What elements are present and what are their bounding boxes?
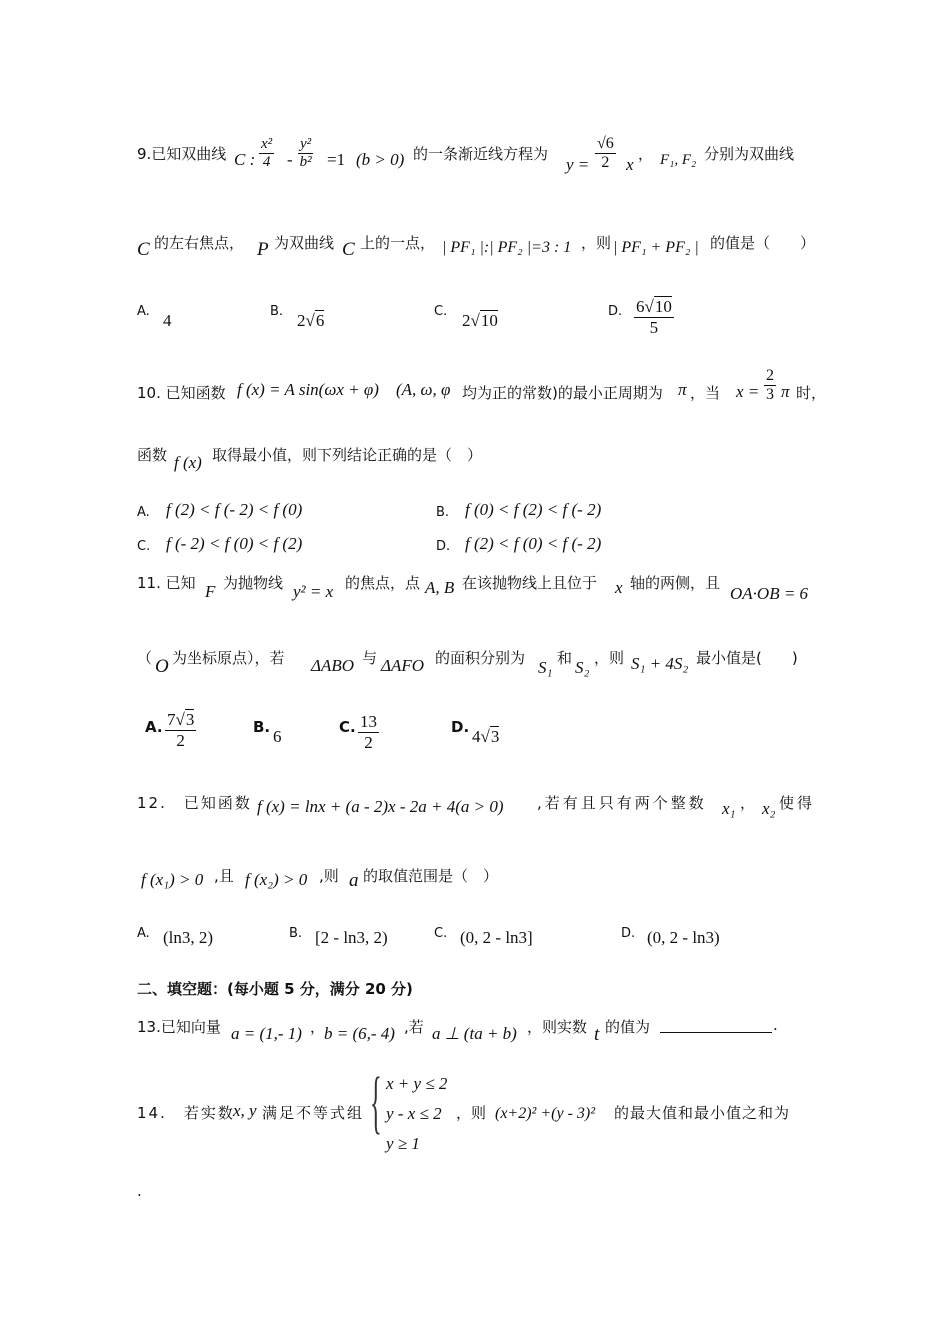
q11-parabola: y² = x xyxy=(293,582,334,601)
q13-end: . xyxy=(773,1016,778,1034)
q12-line2-f1: f (x₁) > 0 xyxy=(141,870,204,889)
q9-line2-text5: 的值是（ ） xyxy=(710,234,816,252)
q9-line2-p: P xyxy=(257,239,269,260)
q11-option-a-label: A. xyxy=(145,718,163,736)
q9-text-asymptote: 的一条渐近线方程为 xyxy=(413,145,549,163)
q9-option-b: 2√6 xyxy=(297,311,325,330)
q9-foci: F₁, F₂ xyxy=(660,152,697,168)
q11-text3: 在该抛物线上且位于 xyxy=(462,574,598,592)
q10-line2-text2: 取得最小值，则下列结论正确的是（ ） xyxy=(212,446,483,464)
q9-condition: (b > 0) xyxy=(356,150,405,169)
q10-line2-text1: 函数 xyxy=(137,446,168,464)
q11-line2-origin: O xyxy=(155,656,169,677)
q9-text-end: 分别为双曲线 xyxy=(704,145,795,163)
q11-area-s2: S₂ xyxy=(575,658,590,677)
q11-line2-text0: （ xyxy=(137,649,153,667)
q11-option-d-label: D. xyxy=(451,718,470,736)
q10-text3: 时， xyxy=(796,384,827,402)
q9-option-d: $\frac{6√10}{5}$ xyxy=(636,297,672,337)
q11-line2-text5: ，则 xyxy=(594,649,625,667)
q12-option-b-label: B. xyxy=(289,926,303,941)
q12-line2-text2: ,则 xyxy=(319,867,339,885)
q9-asym-x: x xyxy=(626,155,634,174)
q13-vector-a: a = (1,- 1) xyxy=(231,1024,302,1043)
q11-option-a: $\frac{7√3}{2}$ xyxy=(167,710,195,750)
q9-option-c-label: C. xyxy=(434,304,448,319)
q14-inequality-2: y - x ≤ 2 xyxy=(386,1104,442,1123)
q14-system-brace: { xyxy=(370,1064,382,1141)
q9-sum: | PF₁ + PF₂ | xyxy=(613,239,699,256)
q11-expression: S₁ + 4S₂ xyxy=(631,654,689,673)
q11-text1: 为抛物线 xyxy=(223,574,284,592)
q10-fraction: $\frac{2}{3}$ xyxy=(766,367,774,404)
q11-number: 11. 已知 xyxy=(137,574,196,592)
q12-text2: 使得 xyxy=(779,794,816,812)
q9-separator: ， xyxy=(638,145,654,163)
q9-equals-one: =1 xyxy=(327,150,346,169)
q11-points-ab: A, B xyxy=(425,578,455,597)
q10-option-c: f (- 2) < f (0) < f (2) xyxy=(166,534,303,553)
q11-text4: 轴的两侧，且 xyxy=(630,574,721,592)
q11-focus-f: F xyxy=(205,582,216,601)
q13-text3: 的值为 xyxy=(605,1018,651,1036)
q14-text1: 满足不等式组 xyxy=(262,1104,365,1122)
q11-option-d: 4√3 xyxy=(472,727,500,746)
q12-line2-text1: ,且 xyxy=(214,867,234,885)
q12-option-d: (0, 2 - ln3) xyxy=(647,928,720,947)
q10-params: (A, ω, φ xyxy=(396,380,451,399)
q9-minus: - xyxy=(287,150,293,169)
q10-pi: π xyxy=(678,380,687,399)
q9-line2-text3: 上的一点， xyxy=(360,234,436,252)
q9-line2-text2: 为双曲线 xyxy=(274,234,335,252)
q9-asym-fraction: $\frac{√6}{2}$ xyxy=(597,135,614,172)
q12-line2-text3: 的取值范围是（ ） xyxy=(363,867,499,885)
q9-option-a-label: A. xyxy=(137,304,150,319)
q12-comma: ， xyxy=(740,794,756,812)
q11-option-c-label: C. xyxy=(339,718,356,736)
q9-number: 9.已知双曲线 xyxy=(137,145,227,163)
q12-option-a-label: A. xyxy=(137,926,150,941)
q12-param-a: a xyxy=(349,870,359,891)
q10-line2-f: f (x) xyxy=(174,453,202,472)
q14-text3: 的最大值和最小值之和为 xyxy=(614,1104,791,1122)
q11-option-b: 6 xyxy=(273,727,282,746)
q10-text2: ，当 xyxy=(690,384,721,402)
q11-triangle-afo: ΔAFO xyxy=(381,656,425,675)
q14-inequality-1: x + y ≤ 2 xyxy=(386,1074,448,1093)
q9-fraction-y: $\frac{\text{y²}}{\text{b²}}$ xyxy=(299,136,312,171)
q10-option-c-label: C. xyxy=(137,539,151,554)
q11-line2-text2: 与 xyxy=(362,649,378,667)
q11-triangle-abo: ΔABO xyxy=(311,656,355,675)
q9-line2-curve2: C xyxy=(342,239,355,260)
q10-function: f (x) = A sin(ωx + φ) xyxy=(237,380,379,399)
q11-option-c: $\frac{13}{2}$ xyxy=(360,712,377,752)
q12-option-b: [2 - ln3, 2) xyxy=(315,928,388,947)
q10-option-b: f (0) < f (2) < f (- 2) xyxy=(465,500,602,519)
q10-option-b-label: B. xyxy=(436,505,450,520)
q9-option-a: 4 xyxy=(163,311,172,330)
q12-option-c: (0, 2 - ln3] xyxy=(460,928,533,947)
q11-dot-product: OA·OB = 6 xyxy=(730,584,809,603)
q12-text1: ,若有且只有两个整数 xyxy=(537,794,707,812)
q12-x2: x₂ xyxy=(762,799,776,818)
q9-line2-text4: ，则 xyxy=(581,234,612,252)
q10-option-a: f (2) < f (- 2) < f (0) xyxy=(166,500,303,519)
q10-pi2: π xyxy=(781,382,790,401)
q10-text1: 均为正的常数)的最小正周期为 xyxy=(462,384,663,402)
q11-line2-text6: 最小值是( ) xyxy=(696,649,798,667)
q13-separator: ， xyxy=(310,1018,326,1036)
q12-line2-f2: f (x₂) > 0 xyxy=(245,870,308,889)
q11-option-b-label: B. xyxy=(253,718,271,736)
q10-option-d: f (2) < f (0) < f (- 2) xyxy=(465,534,602,553)
q9-curve-name: C : xyxy=(234,150,256,169)
q12-x1: x₁ xyxy=(722,799,736,818)
q12-option-d-label: D. xyxy=(621,926,636,941)
q13-text1: ,若 xyxy=(404,1018,424,1036)
q12-function: f (x) = lnx + (a - 2)x - 2a + 4(a > 0) xyxy=(257,797,504,816)
q11-line2-text1: 为坐标原点），若 xyxy=(172,649,285,667)
q14-text2: ，则 xyxy=(456,1104,487,1122)
q13-vector-b: b = (6,- 4) xyxy=(324,1024,395,1043)
q14-number: 14. 若实数 xyxy=(137,1104,235,1122)
q11-line2-text3: 的面积分别为 xyxy=(435,649,526,667)
q12-number: 12. 已知函数 xyxy=(137,794,252,812)
q14-vars-xy: x, y xyxy=(233,1101,257,1120)
q14-inequality-3: y ≥ 1 xyxy=(386,1134,420,1153)
section-heading-fill-in: 二、填空题：(每小题 5 分，满分 20 分) xyxy=(137,980,413,998)
q10-x-equals: x = xyxy=(736,382,760,401)
q9-fraction-x: $\frac{\text{x²}}{4}$ xyxy=(261,136,273,171)
q9-option-c: 2√10 xyxy=(462,311,498,330)
q14-end: . xyxy=(137,1182,142,1200)
q10-option-a-label: A. xyxy=(137,505,150,520)
q13-perpendicular: a ⊥ (ta + b) xyxy=(432,1024,517,1043)
q10-number: 10. 已知函数 xyxy=(137,384,226,402)
q11-axis-x: x xyxy=(615,578,623,597)
q9-line2-text1: 的左右焦点， xyxy=(154,234,245,252)
q11-area-s1: S₁ xyxy=(538,658,553,677)
q13-answer-blank[interactable] xyxy=(660,1018,772,1033)
q12-option-c-label: C. xyxy=(434,926,448,941)
q13-text2: ，则实数 xyxy=(527,1018,588,1036)
q9-line2-curve: C xyxy=(137,239,150,260)
q10-option-d-label: D. xyxy=(436,539,451,554)
q9-option-d-label: D. xyxy=(608,304,623,319)
q11-text2: 的焦点，点 xyxy=(345,574,421,592)
q14-expression: (x+2)² +(y - 3)² xyxy=(495,1105,596,1122)
q11-line2-text4: 和 xyxy=(557,649,573,667)
q9-asym-y: y = xyxy=(566,155,590,174)
q9-option-b-label: B. xyxy=(270,304,284,319)
q13-number: 13.已知向量 xyxy=(137,1018,221,1036)
q12-option-a: (ln3, 2) xyxy=(163,928,214,947)
q9-ratio: | PF₁ |:| PF₂ |=3 : 1 xyxy=(442,239,572,256)
q13-param-t: t xyxy=(594,1024,600,1045)
